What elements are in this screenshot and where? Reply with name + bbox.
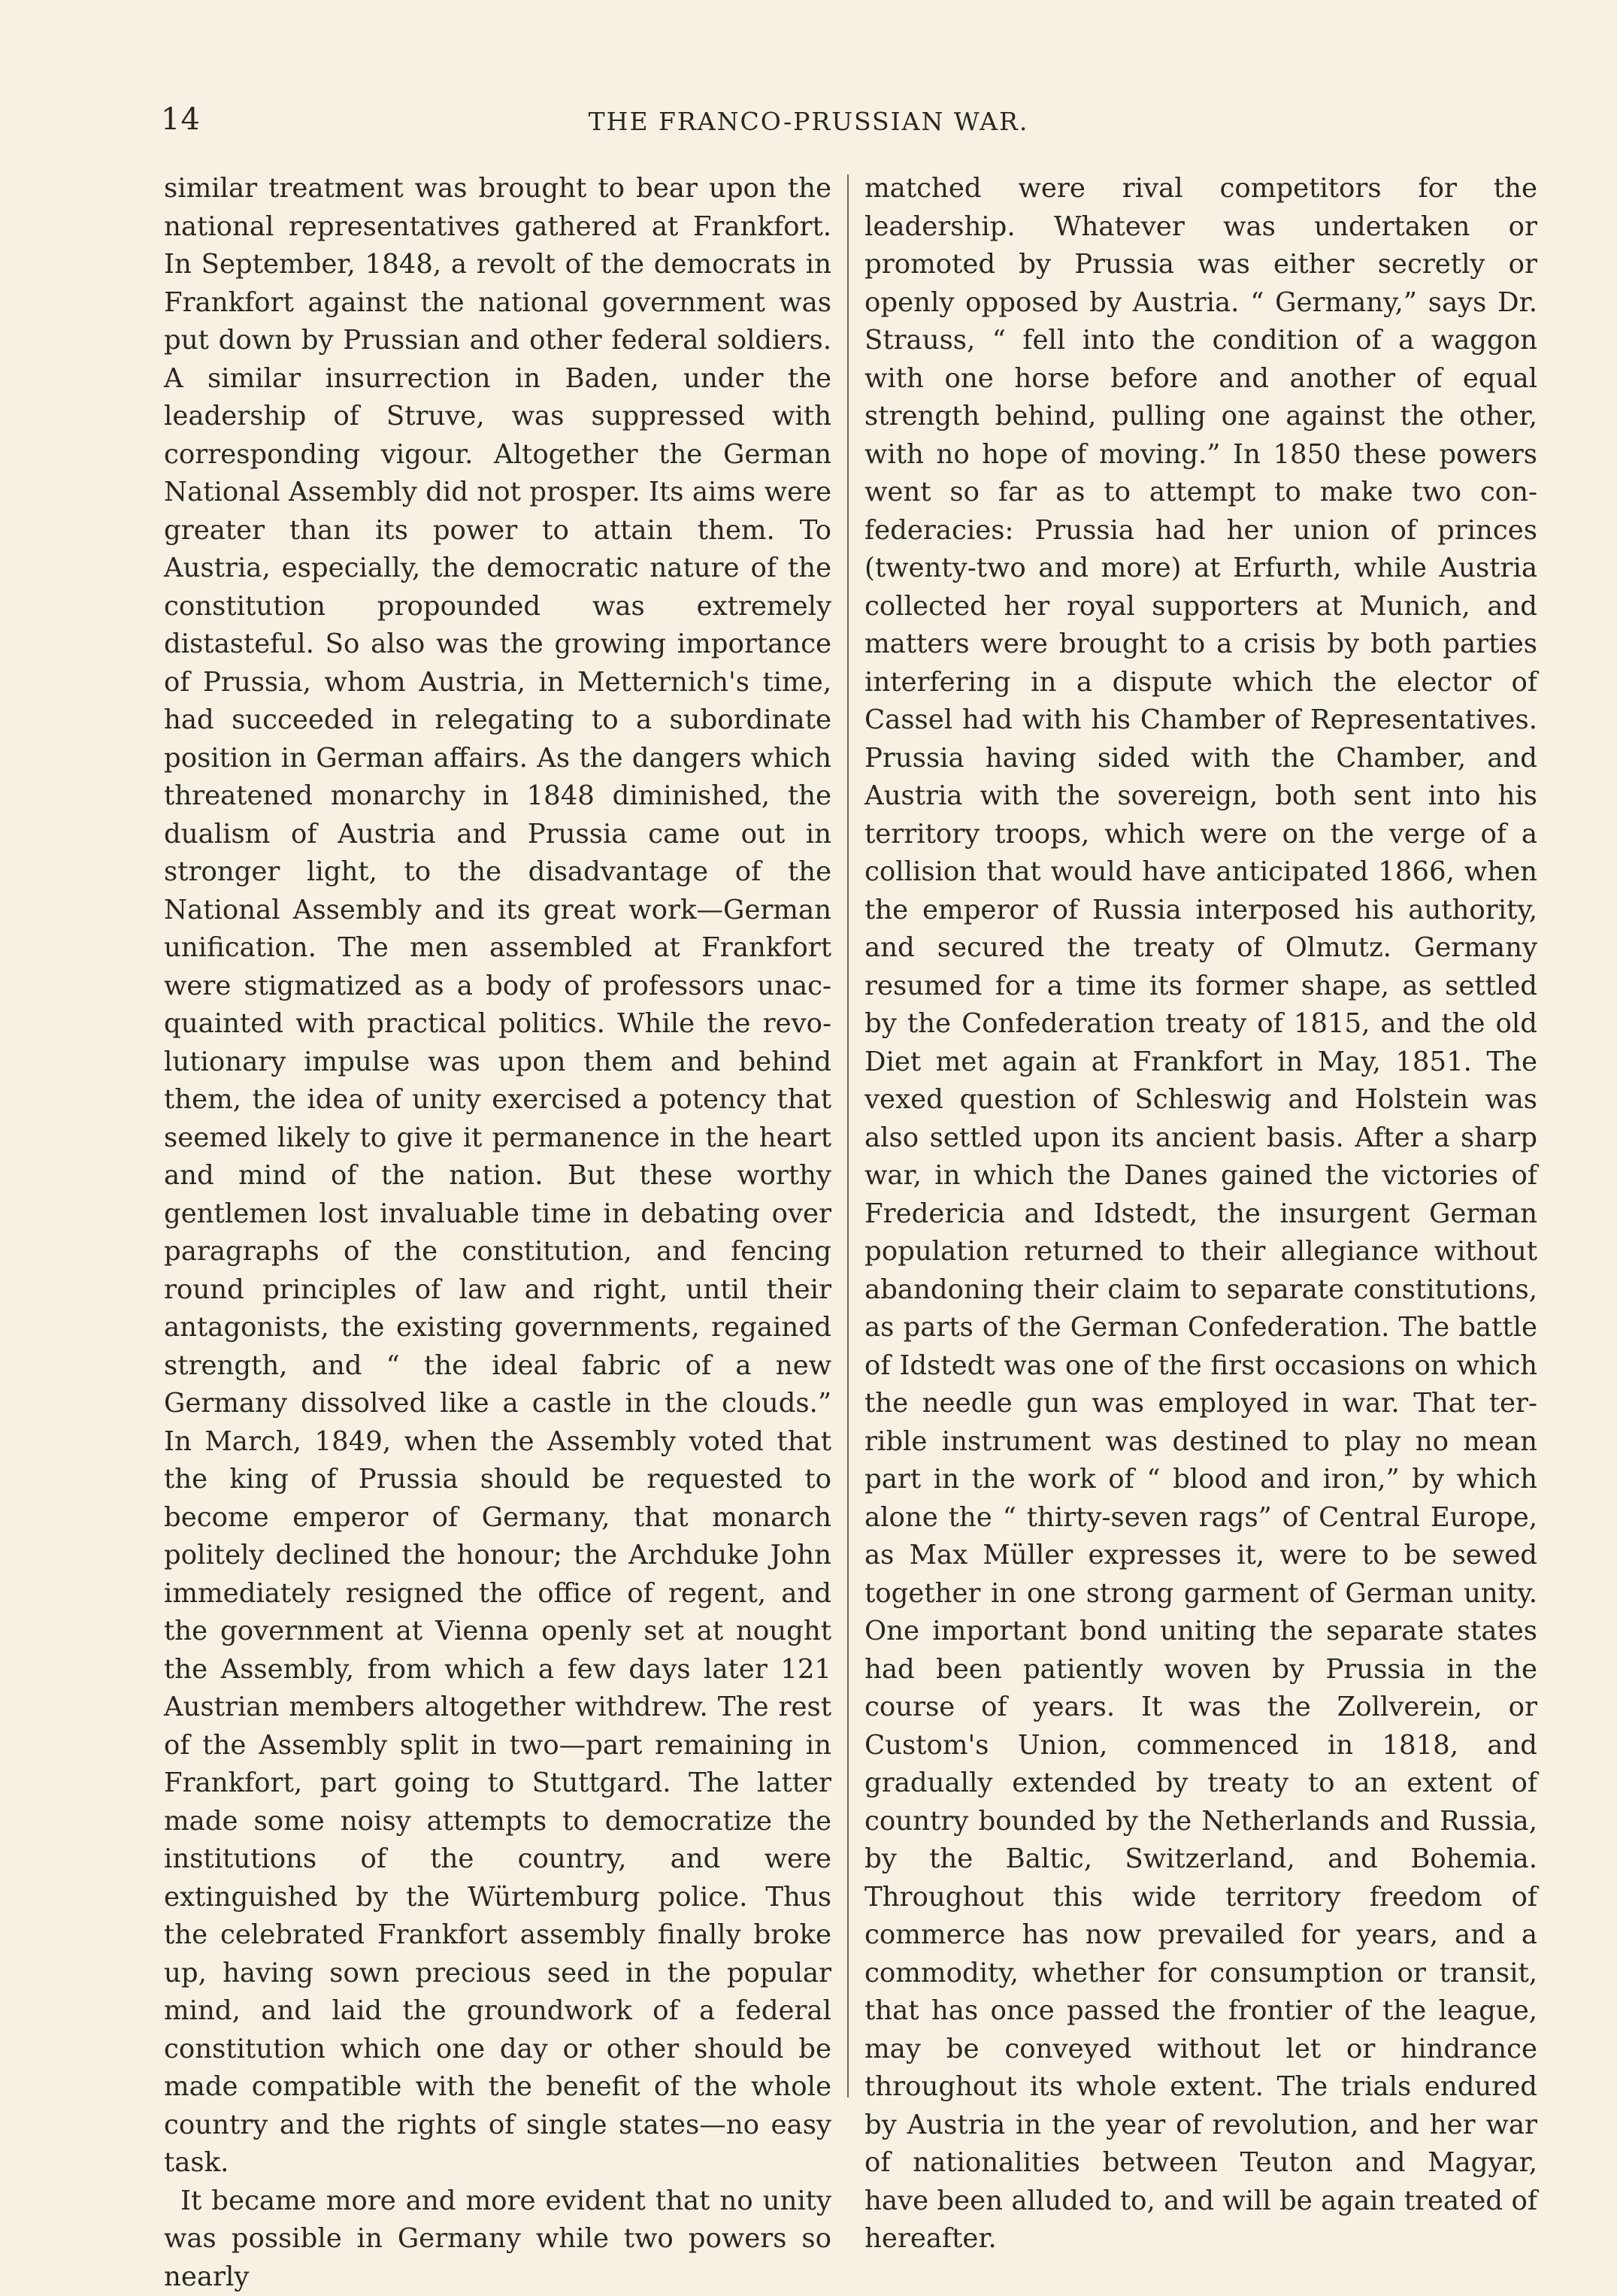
left-paragraph-1: similar treatment was brought to bear upon the national representatives gathered at Frankfort. In September, 1848, a revolt of the democrats in Frankfort against the national government was put down by Prussian and other federal soldiers. A similar insurrection in Baden, under the leadership of Struve, was suppressed with corresponding vigour. Altogether the German National Assembly did not prosper. Its aims were greater than its power to attain them. To Austria, especially, the democratic nature of the constitution propounded was extremely distasteful. So also was the growing importance of Prussia, whom Austria, in Metternich's time, had succeeded in relegating to a subordinate position in German affairs. As the dangers which threatened monarchy in 1848 diminished, the dualism of Austria and Prussia came out in stronger light, to the disadvantage of the National Assembly and its great work—German unification. The men assembled at Frankfort were stigmatized as a body of professors unacquainted with practical politics. While the revolutionary impulse was upon them and behind them, the idea of unity exercised a potency that seemed likely to give it permanence in the heart and mind of the nation. But these worthy gentlemen lost invaluable time in debating over paragraphs of the constitution, and fencing round principles of law and right, until their antagonists, the existing governments, regained strength, and “ the ideal fabric of a new Germany dissolved like a castle in the clouds.” In March, 1849, when the Assembly voted that the king of Prussia should be requested to become emperor of Germany, that monarch politely declined the honour; the Archduke John immediately resigned the office of regent, and the government at Vienna openly set at nought the Assembly, from which a few days later 121 Austrian members altogether withdrew. The rest of the Assembly split in two—part remaining in Frankfort, part going to Stuttgard. The latter made some noisy attempts to democratize the institutions of the country, and were extinguished by the Würtemburg police. Thus the celebrated Frankfort assembly finally broke up, having sown precious seed in the popular mind, and laid the groundwork of a federal constitution which one day or other should be made compatible with the benefit of the whole country and the rights of single states—no easy task. [164,170,831,2182]
left-paragraph-2: It became more and more evident that no unity was possible in Germany while two powers so nearly [164,2182,831,2296]
running-head: THE FRANCO-PRUSSIAN WAR. [0,107,1617,136]
page-number: 14 [161,102,201,137]
column-right [865,170,1537,2258]
right-paragraph-1: matched were rival competitors for the leadership. Whatever was undertaken or promoted by Prussia was either secretly or openly opposed by Austria. “ Germany,” says Dr. Strauss, “ fell into the condition of a waggon with one horse before and another of equal strength behind, pulling one against the other, with no hope of moving.” In 1850 these powers went so far as to attempt to make two confederacies: Prussia had her union of princes (twenty-two and more) at Erfurth, while Austria collected her royal supporters at Munich, and matters were brought to a crisis by both parties interfering in a dispute which the elector of Cassel had with his Chamber of Representatives. Prussia having sided with the Chamber, and Austria with the sovereign, both sent into his territory troops, which were on the verge of a collision that would have anticipated 1866, when the emperor of Russia interposed his authority, and secured the treaty of Olmutz. Germany resumed for a time its former shape, as settled by the Confederation treaty of 1815, and the old Diet met again at Frankfort in May, 1851. The vexed question of Schleswig and Holstein was also settled upon its ancient basis. After a sharp war, in which the Danes gained the victories of Fredericia and Idstedt, the insurgent German population returned to their allegiance without abandoning their claim to separate constitutions, as parts of the German Confederation. The battle of Idstedt was one of the first occasions on which the needle gun was employed in war. That terrible instrument was destined to play no mean part in the work of “ blood and iron,” by which alone the “ thirty-seven rags” of Central Europe, as Max Müller expresses it, were to be sewed together in one strong garment of German unity. One important bond uniting the separate states had been patiently woven by Prussia in the course of years. It was the Zollverein, or Custom's Union, commenced in 1818, and gradually extended by treaty to an extent of country bounded by the Netherlands and Russia, by the Baltic, Switzerland, and Bohemia. Throughout this wide territory freedom of commerce has now prevailed for years, and a commodity, whether for consumption or transit, that has once passed the frontier of the league, may be conveyed without let or hindrance throughout its whole extent. The trials endured by Austria in the year of revolution, and her war of nationalities between Teuton and Magyar, have been alluded to, and will be again treated of hereafter. [865,170,1537,2258]
column-left [164,170,831,2296]
column-divider [847,174,849,2098]
